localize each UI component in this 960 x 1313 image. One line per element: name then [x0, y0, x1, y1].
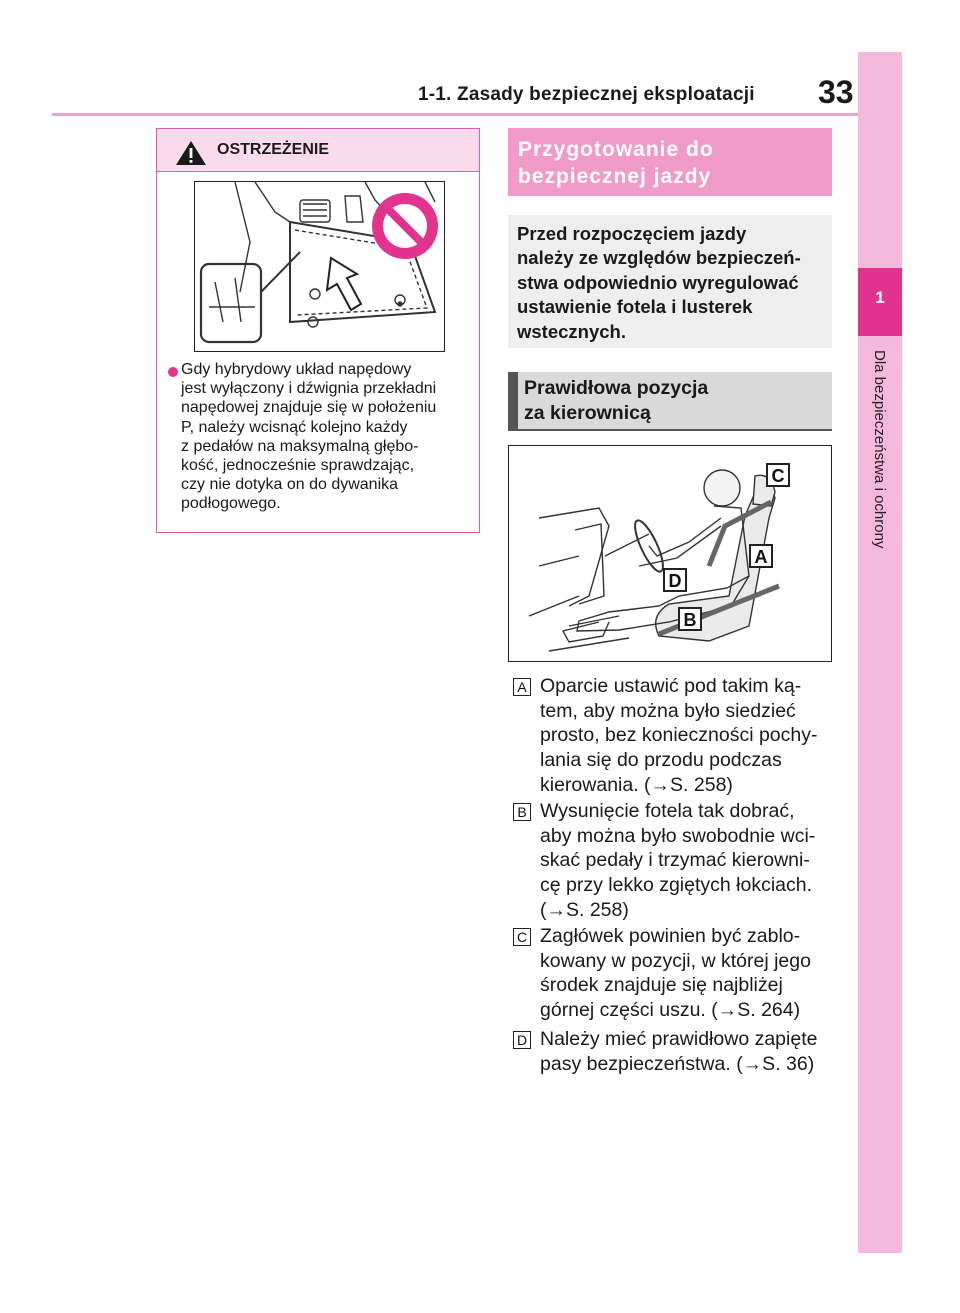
warning-bullet [168, 367, 178, 377]
warning-text [181, 360, 477, 514]
section-heading-line: Przygotowanie do [518, 138, 714, 161]
intro-line: należy ze względów bezpieczeń- [517, 247, 801, 269]
figure-label-d: D [663, 568, 687, 592]
item-line: pasy bezpieczeństwa. (→S. 36) [540, 1052, 815, 1075]
section-title: 1-1. Zasady bezpiecznej eksploatacji [418, 84, 755, 105]
item-c-text [540, 924, 840, 1023]
item-line: Należy mieć prawidłowo zapięte [540, 1028, 818, 1050]
item-b-text [540, 799, 840, 923]
subsection-heading-bar [508, 372, 518, 431]
item-line: kowany w pozycji, w której jego [540, 949, 811, 972]
item-line: Wysunięcie fotela tak dobrać, [540, 800, 795, 822]
driving-position-illustration [508, 445, 832, 662]
chapter-number: 1 [875, 288, 885, 307]
intro-line: stwa odpowiednio wyregulować [517, 271, 799, 293]
item-a-text [540, 674, 840, 798]
item-key-c: C [513, 928, 531, 946]
item-line: cę przy lekko zgiętych łokciach. [540, 874, 813, 897]
item-line: tem, aby można było siedzieć [540, 699, 796, 722]
item-line: skać pedały i trzymać kierowni- [540, 849, 810, 872]
item-d-text [540, 1027, 840, 1076]
item-key-b: B [513, 803, 531, 821]
figure-label-c: C [766, 463, 790, 487]
item-line: aby można było swobodnie wci- [540, 824, 816, 847]
header-divider [52, 113, 858, 116]
intro-text [517, 222, 829, 344]
warning-title: OSTRZEŻENIE [217, 141, 330, 158]
warning-line: kość, jednocześnie sprawdzając, [181, 457, 415, 475]
item-line: Zagłówek powinien być zablo- [540, 925, 801, 947]
page-number: 33 [818, 74, 854, 110]
item-line: (→S. 258) [540, 898, 629, 921]
item-line: prosto, bez konieczności pochy- [540, 724, 818, 747]
item-line: lania się do przodu podczas [540, 749, 782, 772]
item-line: kierowania. (→S. 258) [540, 773, 733, 796]
item-key-d: D [513, 1031, 531, 1049]
subsection-heading-line: Prawidłowa pozycja [524, 377, 709, 399]
warning-line: jest wyłączony i dźwignia przekładni [181, 380, 437, 398]
warning-line: Gdy hybrydowy układ napędowy [181, 361, 412, 378]
subsection-heading-line: za kierownicą [524, 402, 651, 424]
intro-line: wstecznych. [517, 320, 626, 342]
intro-line: ustawienie fotela i lusterek [517, 296, 753, 318]
item-line: górnej części uszu. (→S. 264) [540, 999, 801, 1022]
warning-line: z pedałów na maksymalną głębo- [181, 437, 419, 455]
intro-line: Przed rozpoczęciem jazdy [517, 223, 747, 244]
subsection-heading-underline [508, 429, 832, 431]
section-heading [518, 136, 828, 190]
chapter-tab-strip [858, 52, 902, 1253]
subsection-heading [524, 376, 824, 426]
warning-line: czy nie dotyka on do dywanika [181, 476, 399, 494]
figure-label-a: A [749, 544, 773, 568]
item-line: Oparcie ustawić pod takim ką- [540, 675, 802, 697]
figure-label-b: B [678, 607, 702, 631]
chapter-label: Dla bezpieczeństwa i ochrony [871, 350, 888, 549]
item-key-a: A [513, 678, 531, 696]
item-line: środek znajduje się najbliżej [540, 974, 783, 997]
warning-line: napędowej znajduje się w położeniu [181, 399, 437, 417]
warning-line: podłogowego. [181, 495, 281, 513]
warning-line: P, należy wcisnąć kolejno każdy [181, 418, 408, 436]
section-heading-line: bezpiecznej jazdy [518, 165, 712, 188]
warning-triangle-icon [175, 140, 207, 166]
pedal-floor-mat-illustration [194, 181, 445, 352]
